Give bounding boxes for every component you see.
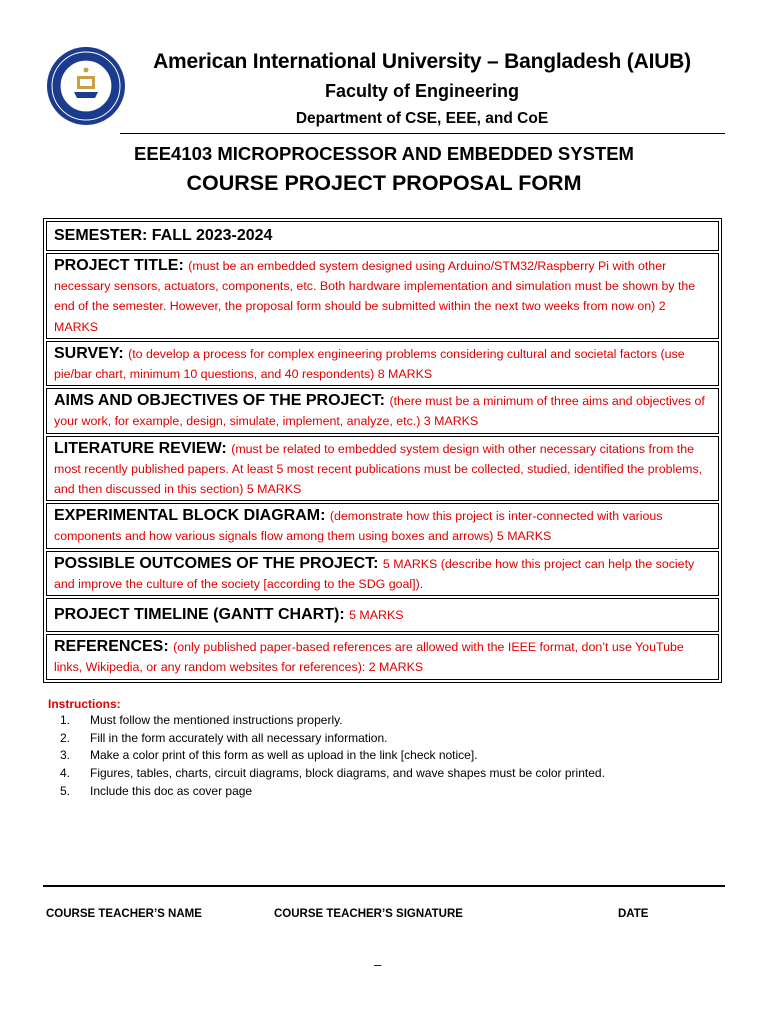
faculty-name: Faculty of Engineering [324, 81, 520, 101]
form-row-aims-objectives[interactable] [46, 388, 719, 433]
list-item [60, 730, 605, 748]
form-row-note: (only published paper-based references are allowed with the IEEE format, don’t use YouTube links, Wikipedia, or any random websites for references): 2 MARKS [54, 640, 684, 675]
form-row-survey[interactable] [46, 341, 719, 386]
teacher-name-label: COURSE TEACHER’S NAME [46, 908, 202, 920]
signature-line[interactable] [43, 885, 725, 887]
form-row-block-diagram[interactable] [46, 503, 719, 548]
list-item [60, 747, 605, 765]
form-row-literature-review[interactable] [46, 436, 719, 502]
list-item [60, 712, 605, 730]
form-row-note: 5 MARKS [349, 608, 404, 623]
form-row-possible-outcomes[interactable] [46, 551, 719, 596]
instructions-list [60, 712, 605, 801]
form-title: COURSE PROJECT PROPOSAL FORM [186, 171, 582, 195]
list-item-text: Include this doc as cover page [90, 783, 253, 798]
form-row-label: SURVEY: [54, 344, 129, 362]
form-row-label: SEMESTER: FALL 2023-2024 [54, 227, 273, 244]
list-item-text: Fill in the form accurately with all necessary information. [90, 730, 388, 745]
form-row-references[interactable] [46, 634, 719, 679]
list-item-number: 3. [60, 748, 71, 763]
list-item-number: 2. [60, 730, 71, 745]
list-item-text: Make a color print of this form as well as upload in the link [check notice]. [90, 748, 478, 763]
date-label: DATE [618, 908, 649, 920]
form-row-note: (must be an embedded system designed using Arduino/STM32/Raspberry Pi with other necessary sensors, actuators, components, etc. Both hardware implementation and simulation must be shown by the end of the semester. However, the proposal form should be submitted within the next two weeks from now on) 2 MARKS [54, 259, 696, 334]
form-row-timeline[interactable] [46, 598, 719, 632]
form-row-note: 5 MARKS (describe how this project can help the society and improve the culture of the society [according to the SDG goal]). [54, 556, 695, 591]
form-row-label: PROJECT TITLE: [54, 257, 189, 274]
page-footer-mark: – [374, 957, 382, 972]
list-item [60, 765, 605, 783]
form-row-label: POSSIBLE OUTCOMES OF THE PROJECT: [54, 554, 383, 572]
form-row-note: (to develop a process for complex engineering problems considering cultural and societal factors (use pie/bar chart, minimum 10 questions, and 40 respondents) 8 MARKS [54, 346, 685, 382]
form-row-label: REFERENCES: [54, 638, 174, 656]
form-row-project-title[interactable] [46, 253, 719, 339]
header-divider [120, 133, 725, 134]
aiub-logo [46, 46, 126, 126]
form-row-note: (must be related to embedded system design with other necessary citations from the most recently published papers. At least 5 most recent publications must be collected, studied, identified the problems, and then discussed in this section) 5 MARKS [54, 441, 703, 497]
form-row-label: AIMS AND OBJECTIVES OF THE PROJECT: [54, 392, 390, 410]
course-title: EEE4103 MICROPROCESSOR AND EMBEDDED SYSTEM [134, 143, 634, 164]
form-row-note: (there must be a minimum of three aims and objectives of your work, for example, design, simulate, implement, analyze, etc.) 3 MARKS [54, 394, 705, 429]
list-item [60, 783, 605, 801]
list-item-text: Figures, tables, charts, circuit diagrams, block diagrams, and wave shapes must be color printed. [90, 766, 605, 781]
list-item-number: 5. [60, 783, 71, 798]
list-item-number: 4. [60, 766, 71, 781]
instructions-heading: Instructions: [48, 697, 121, 711]
form-row-note: (demonstrate how this project is inter-connected with various components and how various signals flow among them using boxes and arrows) 5 MARKS [54, 509, 663, 544]
form-row-label: PROJECT TIMELINE (GANTT CHART): [54, 606, 350, 624]
list-item-text: Must follow the mentioned instructions properly. [90, 713, 343, 727]
teacher-signature-label: COURSE TEACHER’S SIGNATURE [274, 908, 463, 920]
form-row-semester[interactable] [46, 221, 719, 251]
form-row-label: EXPERIMENTAL BLOCK DIAGRAM: [54, 507, 330, 525]
list-item-number: 1. [60, 713, 71, 727]
university-name: American International University – Bangladesh (AIUB) [153, 50, 691, 73]
department-name: Department of CSE, EEE, and CoE [295, 110, 549, 127]
proposal-form-table [43, 218, 722, 683]
form-row-label: LITERATURE REVIEW: [54, 439, 232, 457]
